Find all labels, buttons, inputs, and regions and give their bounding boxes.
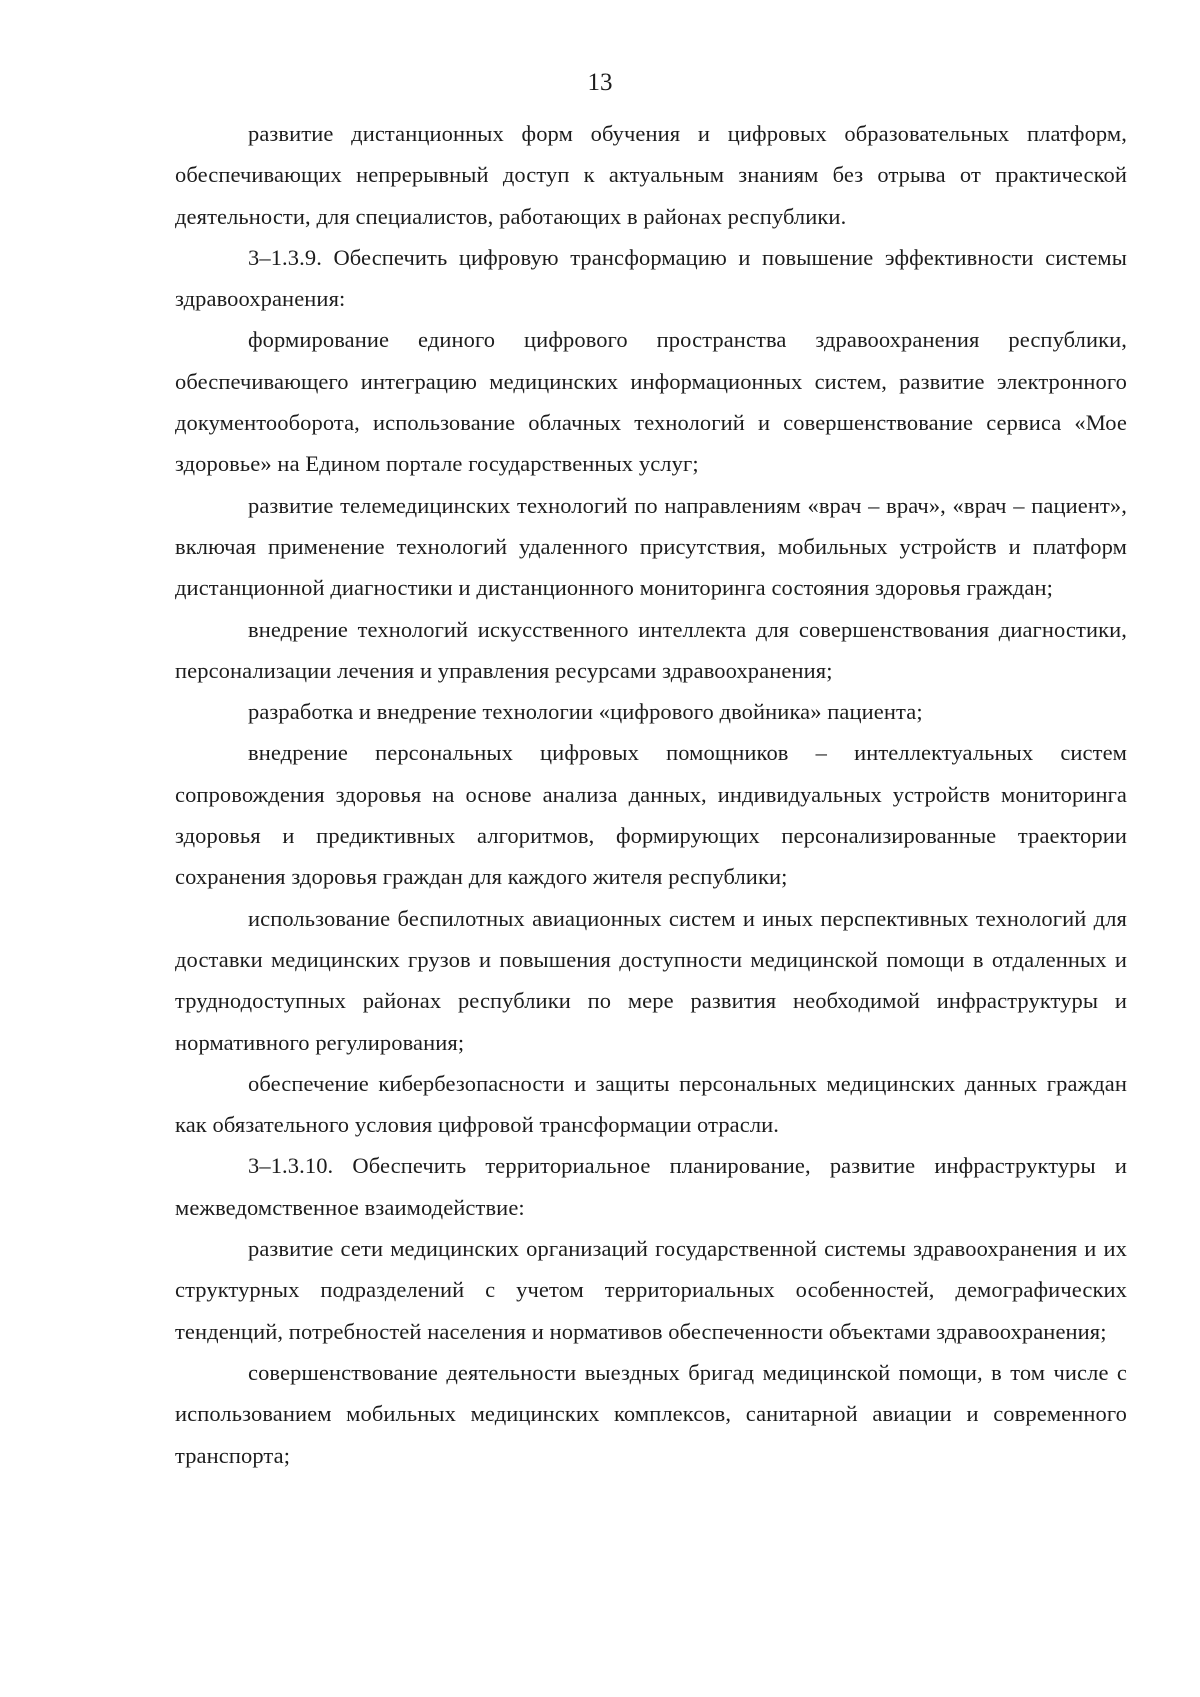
paragraph-section-3-1-3-10: 3–1.3.10. Обеспечить территориальное планирование, развитие инфраструктуры и межведомственное взаимодействие: <box>175 1153 1127 1220</box>
paragraph-mobile-teams: совершенствование деятельности выездных бригад медицинской помощи, в том числе с использованием мобильных медицинских комплексов, санитарной авиации и современного транспорта; <box>175 1359 1127 1468</box>
paragraph-distance-learning: развитие дистанционных форм обучения и цифровых образовательных платформ, обеспечивающих непрерывный доступ к актуальным знаниям без отрыва от практической деятельности, для специалистов, работающих в районах республики. <box>175 121 1127 229</box>
paragraph-digital-twin: разработка и внедрение технологии «цифрового двойника» пациента; <box>248 699 923 725</box>
paragraph-cybersecurity: обеспечение кибербезопасности и защиты персональных медицинских данных граждан как обязательного условия цифровой трансформации отрасли. <box>175 1070 1127 1138</box>
paragraph-section-3-1-3-9: 3–1.3.9. Обеспечить цифровую трансформацию и повышение эффективности системы здравоохранения: <box>175 244 1127 312</box>
paragraph-telemedicine: развитие телемедицинских технологий по направлениям «врач – врач», «врач – пациент», включая применение технологий удаленного присутствия, мобильных устройств и платформ дистанционной диагностики и дистанционного мониторинга состояния здоровья граждан; <box>175 492 1127 601</box>
paragraph-digital-assistants: внедрение персональных цифровых помощников – интеллектуальных систем сопровождения здоровья на основе анализа данных, индивидуальных устройств мониторинга здоровья и предиктивных алгоритмов, формирующих персонализированные траектории сохранения здоровья граждан для каждого жителя республики; <box>175 740 1127 890</box>
paragraph-artificial-intelligence: внедрение технологий искусственного интеллекта для совершенствования диагностики, персонализации лечения и управления ресурсами здравоохранения; <box>175 616 1127 683</box>
document-body <box>175 113 1127 1476</box>
paragraph-unmanned-aviation: использование беспилотных авиационных систем и иных перспективных технологий для доставки медицинских грузов и повышения доступности медицинской помощи в отдаленных и труднодоступных районах республики по мере развития необходимой инфраструктуры и нормативного регулирования; <box>175 905 1127 1055</box>
page-number: 13 <box>587 69 613 96</box>
paragraph-medical-network: развитие сети медицинских организаций государственной системы здравоохранения и их структурных подразделений с учетом территориальных особенностей, демографических тенденций, потребностей населения и нормативов обеспеченности объектами здравоохранения; <box>175 1236 1127 1344</box>
paragraph-unified-digital-space: формирование единого цифрового пространства здравоохранения республики, обеспечивающего интеграцию медицинских информационных систем, развитие электронного документооборота, использование облачных технологий и совершенствование сервиса «Мое здоровье» на Едином портале государственных услуг; <box>175 327 1127 477</box>
